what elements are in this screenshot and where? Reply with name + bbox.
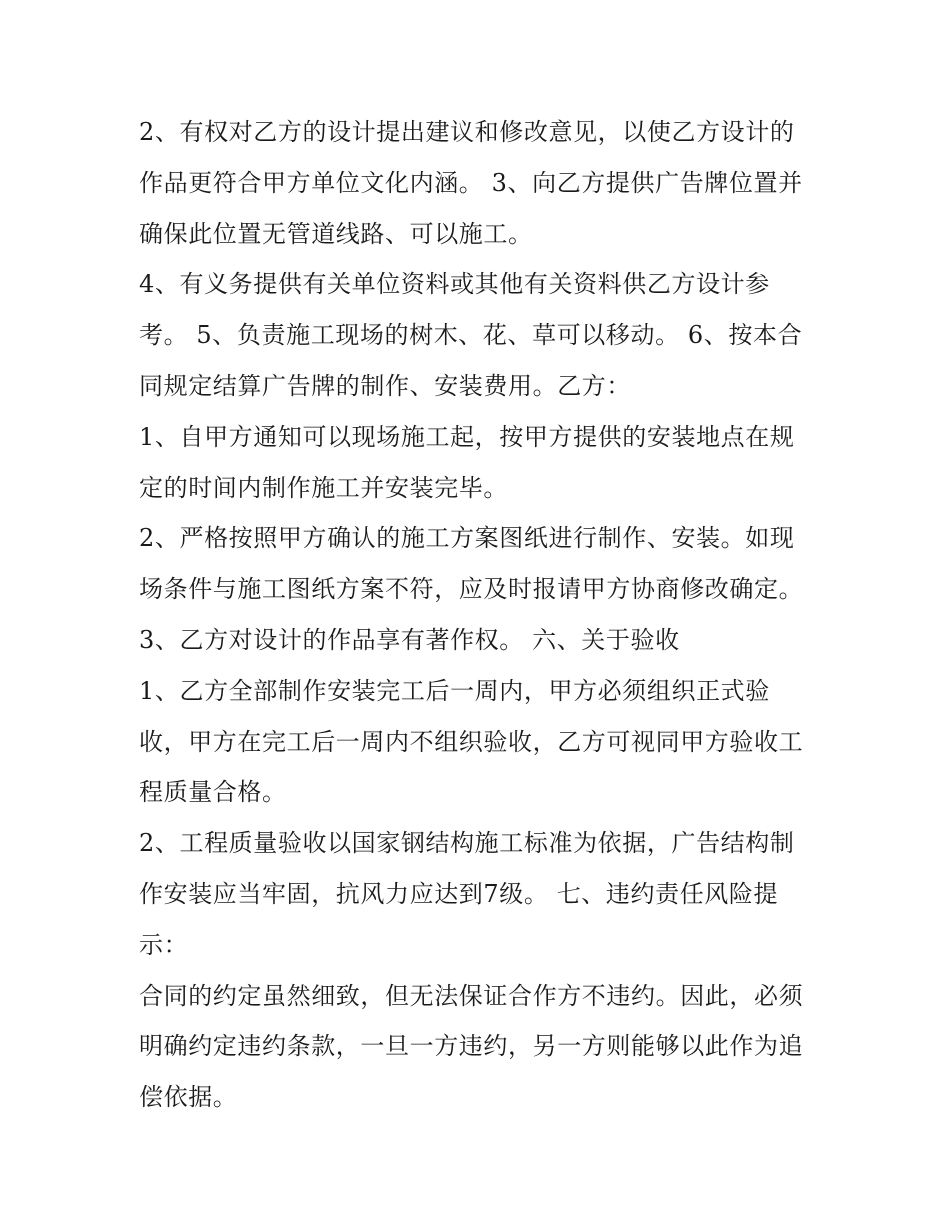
text-line: 1、自甲方通知可以现场施工起，按甲方提供的安装地点在规 <box>139 422 795 451</box>
text-line: 2、严格按照甲方确认的施工方案图纸进行制作、安装。如现 <box>139 524 795 553</box>
text-line: 合同的约定虽然细致，但无法保证合作方不违约。因此，必须 <box>139 981 804 1010</box>
text-line: 程质量合格。 <box>139 778 287 807</box>
text-line: 作品更符合甲方单位文化内涵。 3、向乙方提供广告牌位置并 <box>139 168 803 197</box>
text-line: 示： <box>139 930 189 959</box>
text-line: 明确约定违约条款，一旦一方违约，另一方则能够以此作为追 <box>139 1032 804 1061</box>
text-line: 收，甲方在完工后一周内不组织验收，乙方可视同甲方验收工 <box>139 727 804 756</box>
text-line: 考。 5、负责施工现场的树木、花、草可以移动。 6、按本合 <box>139 321 803 350</box>
text-line: 场条件与施工图纸方案不符，应及时报请甲方协商修改确定。 <box>139 575 804 604</box>
text-line: 同规定结算广告牌的制作、安装费用。乙方： <box>139 371 631 400</box>
text-line: 定的时间内制作施工并安装完毕。 <box>139 473 508 502</box>
text-line: 2、工程质量验收以国家钢结构施工标准为依据，广告结构制 <box>139 829 795 858</box>
document-body <box>139 107 819 1123</box>
text-line: 2、有权对乙方的设计提出建议和修改意见，以使乙方设计的 <box>139 118 795 146</box>
text-line: 4、有义务提供有关单位资料或其他有关资料供乙方设计参 <box>139 270 770 299</box>
text-line: 3、乙方对设计的作品享有著作权。 六、关于验收 <box>139 625 680 654</box>
text-line: 作安装应当牢固，抗风力应达到7级。 七、违约责任风险提 <box>139 879 779 908</box>
text-line: 偿依据。 <box>139 1083 238 1112</box>
text-line: 确保此位置无管道线路、可以施工。 <box>139 219 533 248</box>
text-line: 1、乙方全部制作安装完工后一周内，甲方必须组织正式验 <box>139 676 770 705</box>
